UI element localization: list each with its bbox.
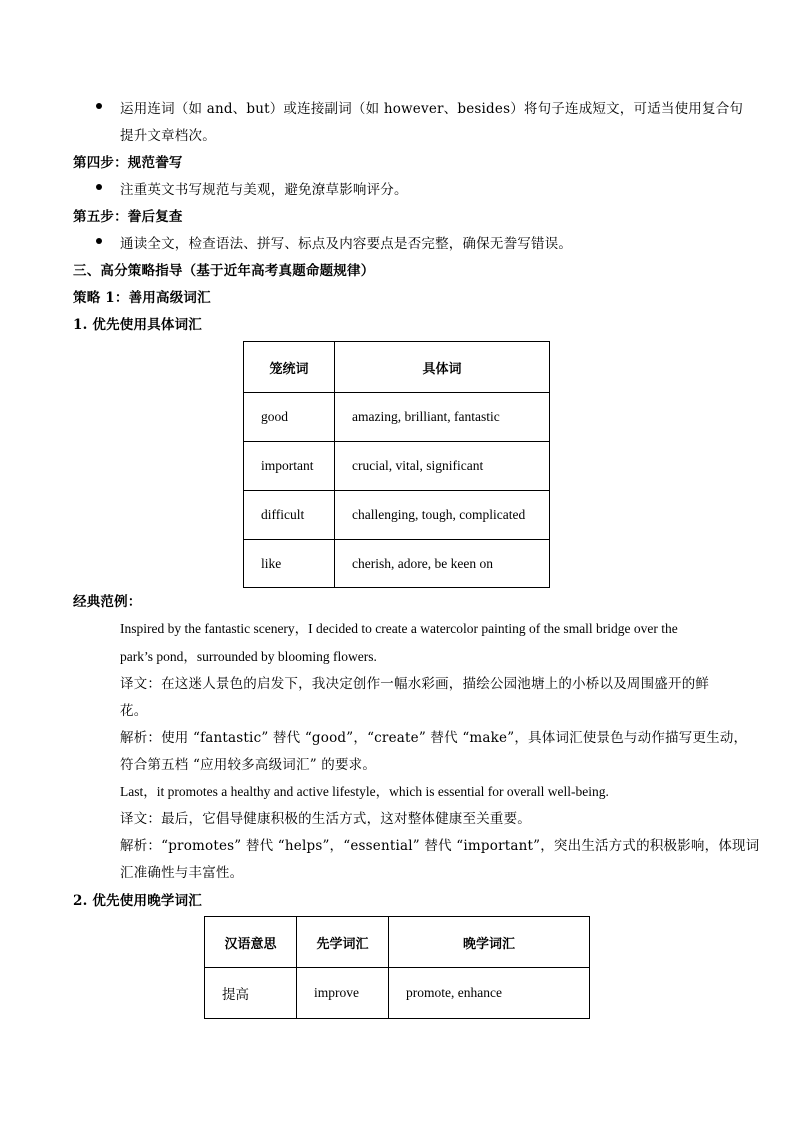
table-header: 汉语意思 — [205, 917, 297, 968]
bullet-text-1: 运用连词（如 and、but）或连接副词（如 however、besides）将句子连成短文，可适当使用复合句 — [120, 101, 744, 117]
table-row — [244, 442, 550, 491]
table-header: 晚学词汇 — [389, 917, 590, 968]
strategy1-heading: 策略 1：善用高级词汇 — [73, 290, 211, 306]
table-row — [244, 540, 550, 588]
vocab-table-2 — [204, 916, 590, 1019]
vocab-table-1 — [243, 341, 550, 588]
bullet-dot — [96, 238, 102, 244]
table-cell: difficult — [244, 491, 335, 540]
example-line: 符合第五档 “应用较多高级词汇” 的要求。 — [120, 757, 377, 773]
step5-heading: 第五步：誊后复查 — [73, 209, 183, 225]
table-cell: 提高 — [205, 968, 297, 1019]
table-cell: important — [244, 442, 335, 491]
table-cell: like — [244, 540, 335, 588]
example-line: Inspired by the fantastic scenery，I decided to create a watercolor painting of the small bridge over the — [120, 621, 678, 636]
sub1-heading: 1. 优先使用具体词汇 — [73, 317, 202, 333]
example-line: 译文：最后，它倡导健康积极的生活方式，这对整体健康至关重要。 — [120, 811, 531, 827]
table-cell: good — [244, 393, 335, 442]
example-line: 汇准确性与丰富性。 — [120, 865, 244, 881]
bullet-dot — [96, 184, 102, 190]
example-line: 花。 — [120, 703, 148, 719]
example-line: park’s pond，surrounded by blooming flowers. — [120, 649, 377, 664]
table-row — [244, 393, 550, 442]
step4-heading: 第四步：规范誊写 — [73, 155, 183, 171]
examples-label: 经典范例： — [73, 594, 142, 610]
table-cell: cherish, adore, be keen on — [335, 540, 550, 588]
table-cell: improve — [297, 968, 389, 1019]
table-cell: crucial, vital, significant — [335, 442, 550, 491]
example-line: 解析：“promotes” 替代 “helps”，“essential” 替代 “important”，突出生活方式的积极影响，体现词 — [120, 838, 760, 854]
table-cell: challenging, tough, complicated — [335, 491, 550, 540]
table-row — [205, 968, 590, 1019]
section3-heading: 三、高分策略指导（基于近年高考真题命题规律） — [73, 263, 375, 279]
table-cell: promote, enhance — [389, 968, 590, 1019]
table-row — [244, 491, 550, 540]
bullet-text-3: 通读全文，检查语法、拼写、标点及内容要点是否完整，确保无誊写错误。 — [120, 236, 573, 252]
example-line: 解析：使用 “fantastic” 替代 “good”，“create” 替代 “make”，具体词汇使景色与动作描写更生动， — [120, 730, 748, 746]
table-header: 具体词 — [335, 342, 550, 393]
example-line: 译文：在这迷人景色的启发下，我决定创作一幅水彩画，描绘公园池塘上的小桥以及周围盛开的鲜 — [120, 676, 710, 692]
table-header: 笼统词 — [244, 342, 335, 393]
bullet-text-1-cont: 提升文章档次。 — [120, 128, 216, 144]
sub2-heading: 2. 优先使用晚学词汇 — [73, 893, 202, 909]
bullet-text-2: 注重英文书写规范与美观，避免潦草影响评分。 — [120, 182, 408, 198]
example-line: Last，it promotes a healthy and active lifestyle，which is essential for overall well-being. — [120, 784, 609, 799]
table-cell: amazing, brilliant, fantastic — [335, 393, 550, 442]
bullet-dot — [96, 103, 102, 109]
table-header: 先学词汇 — [297, 917, 389, 968]
